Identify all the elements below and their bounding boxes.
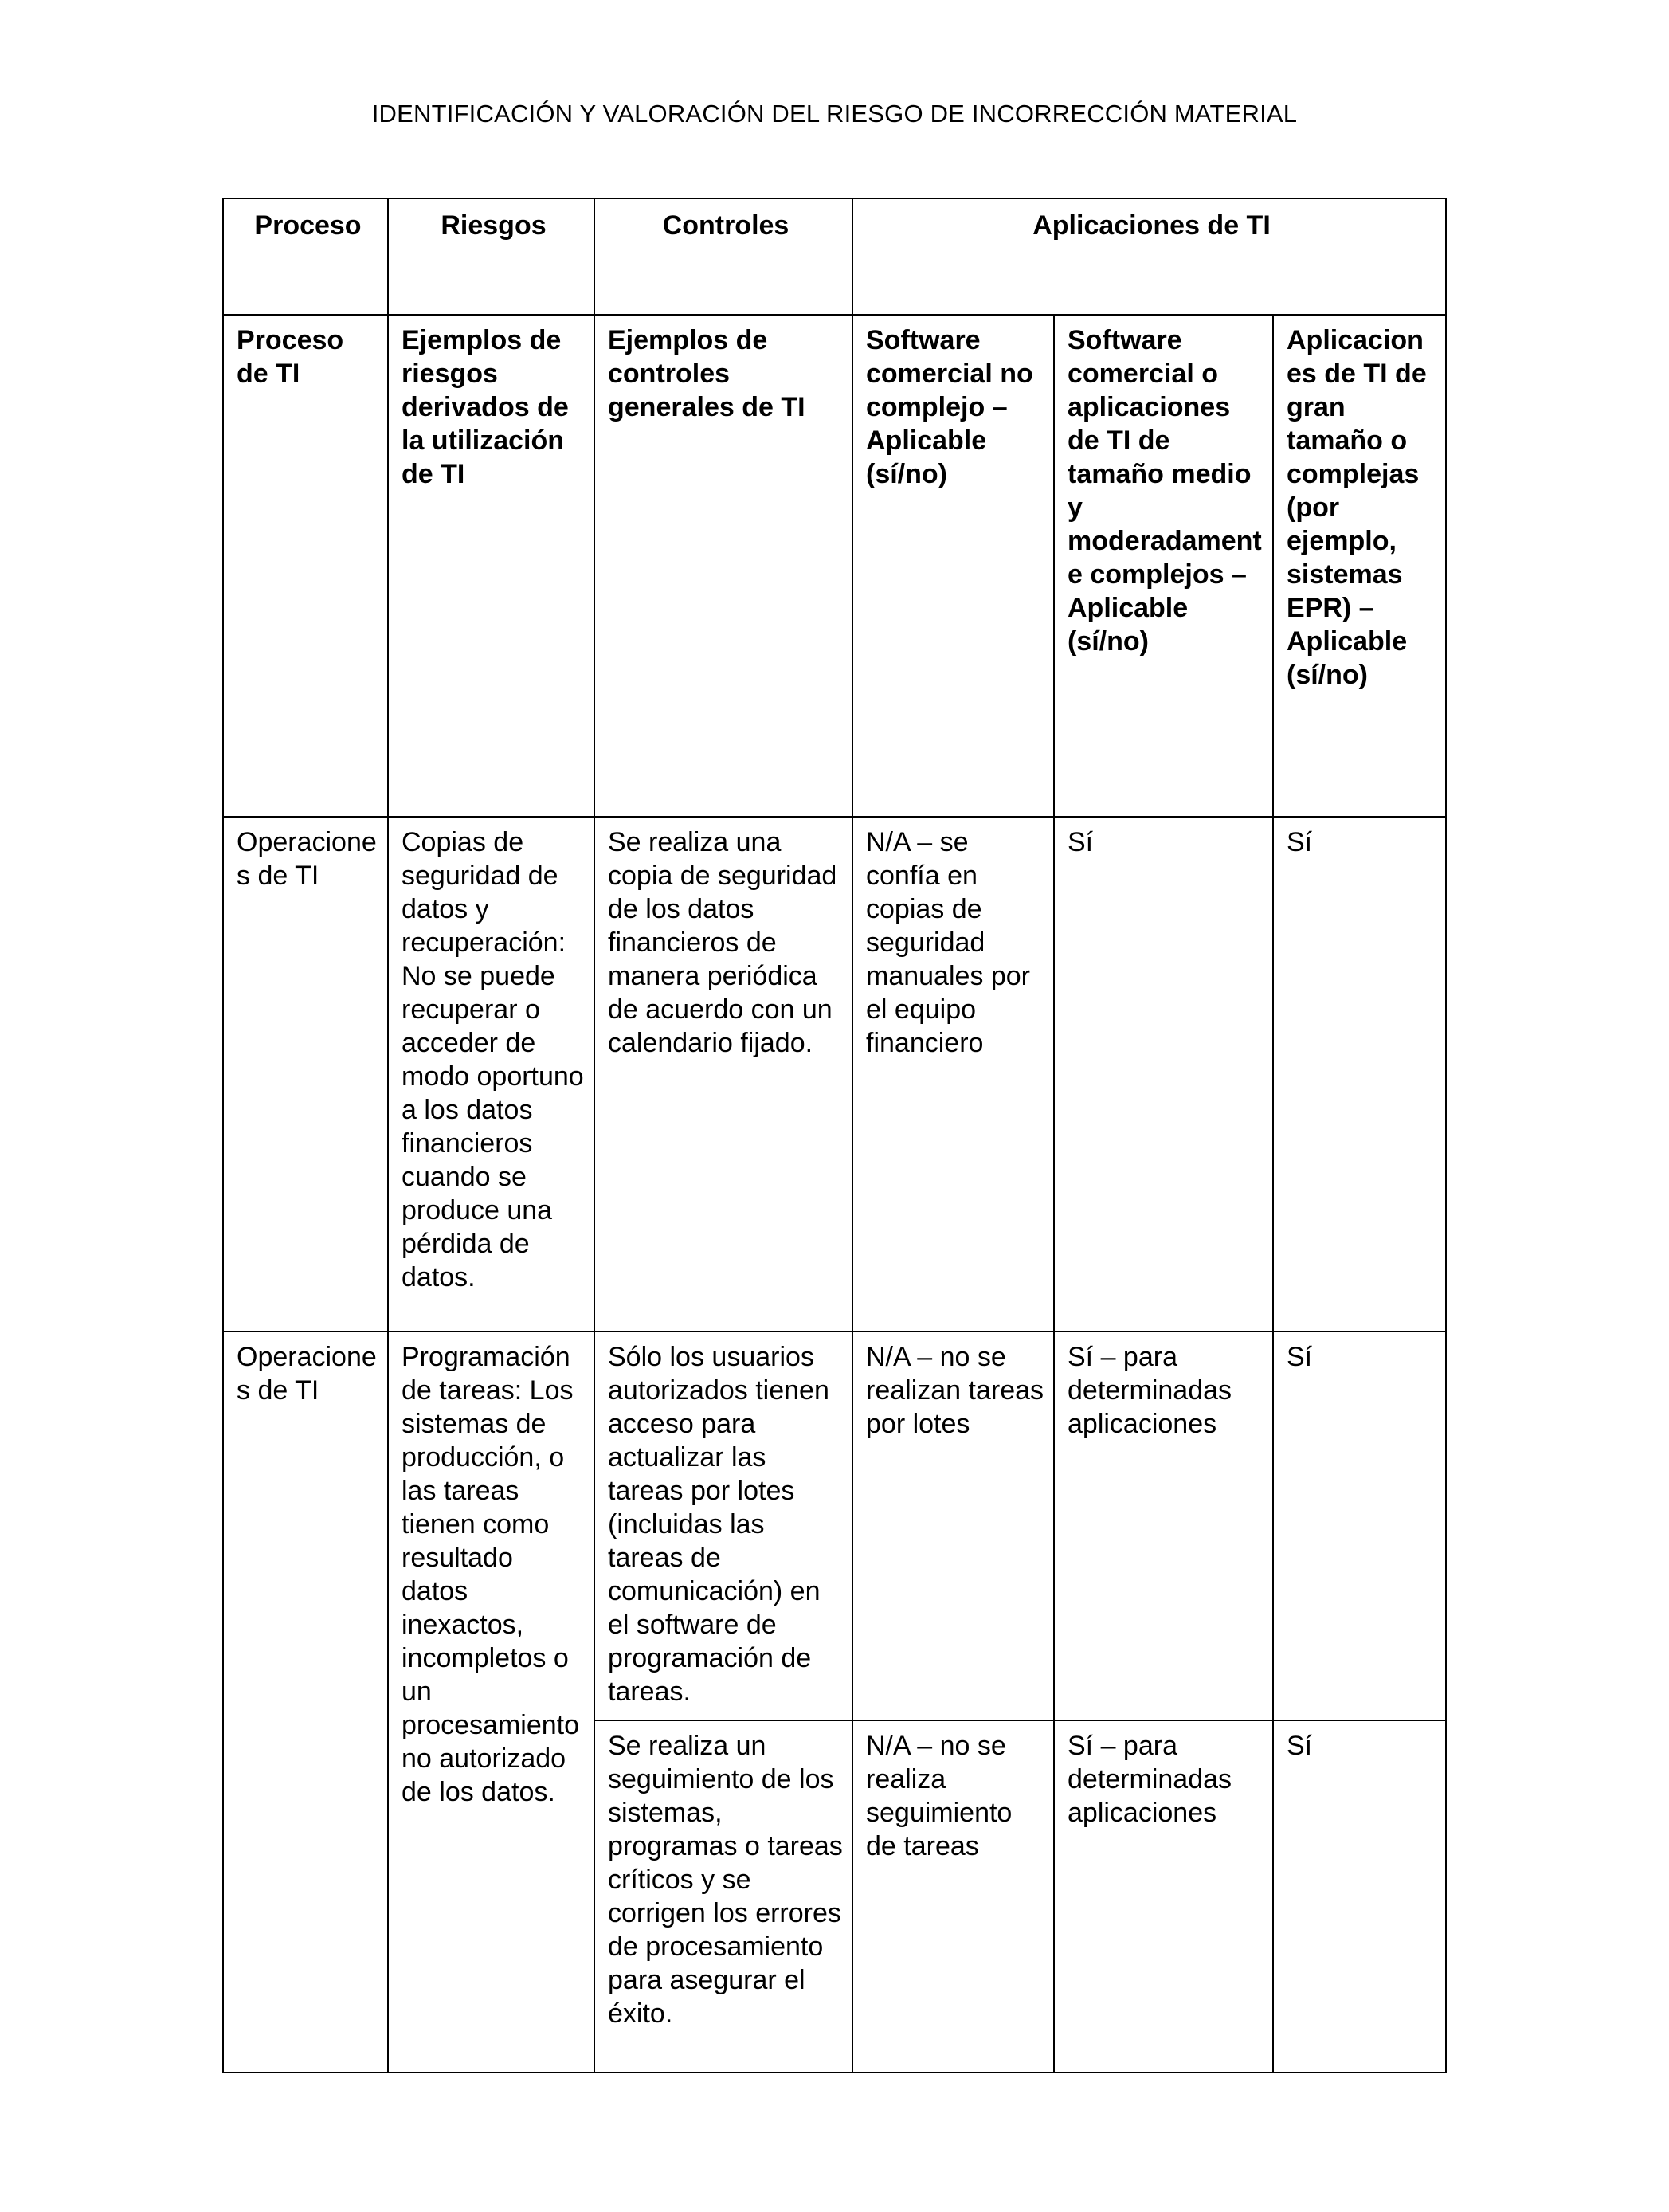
subheader-riesgos: Ejemplos de riesgos derivados de la utilización de TI [388,315,594,817]
cell-no-complejo: N/A – no se realiza seguimiento de tareas [852,1720,1054,2073]
document-title: IDENTIFICACIÓN Y VALORACIÓN DEL RIESGO DE INCORRECCIÓN MATERIAL [371,100,1298,127]
subheader-medio: Software comercial o aplicaciones de TI de tamaño medio y moderadamente complejos – Aplicable (sí/no) [1054,315,1273,817]
cell-riesgo: Copias de seguridad de datos y recuperación: No se puede recuperar o acceder de modo oportuno a los datos financieros cuando se produce una pérdida de datos. [388,817,594,1332]
subheader-no-complejo: Software comercial no complejo – Aplicable (sí/no) [852,315,1054,817]
header-controles: Controles [594,198,852,315]
cell-control: Se realiza un seguimiento de los sistemas, programas o tareas críticos y se corrigen los errores de procesamiento para asegurar el éxito. [594,1720,852,2073]
cell-gran: Sí [1273,817,1446,1332]
subheader-gran: Aplicaciones de TI de gran tamaño o complejas (por ejemplo, sistemas EPR) – Aplicable (sí/no) [1273,315,1446,817]
table-row [223,1332,1446,1720]
header-aplicaciones: Aplicaciones de TI [852,198,1446,315]
cell-riesgo: Programación de tareas: Los sistemas de producción, o las tareas tienen como resultado datos inexactos, incompletos o un procesamiento no autorizado de los datos. [388,1332,594,2073]
table-subheader-row [223,315,1446,817]
cell-medio: Sí – para determinadas aplicaciones [1054,1332,1273,1720]
cell-medio: Sí [1054,817,1273,1332]
cell-control: Sólo los usuarios autorizados tienen acceso para actualizar las tareas por lotes (incluidas las tareas de comunicación) en el software de programación de tareas. [594,1332,852,1720]
cell-proceso: Operaciones de TI [223,1332,388,2073]
table-header-row [223,198,1446,315]
cell-gran: Sí [1273,1720,1446,2073]
cell-gran: Sí [1273,1332,1446,1720]
risk-table [222,198,1447,2073]
table-row [223,817,1446,1332]
cell-proceso: Operaciones de TI [223,817,388,1332]
cell-no-complejo: N/A – no se realizan tareas por lotes [852,1332,1054,1720]
cell-medio: Sí – para determinadas aplicaciones [1054,1720,1273,2073]
cell-no-complejo: N/A – se confía en copias de seguridad manuales por el equipo financiero [852,817,1054,1332]
cell-control: Se realiza una copia de seguridad de los datos financieros de manera periódica de acuerdo con un calendario fijado. [594,817,852,1332]
subheader-controles: Ejemplos de controles generales de TI [594,315,852,817]
header-riesgos: Riesgos [388,198,594,315]
header-proceso: Proceso [223,198,388,315]
subheader-proceso: Proceso de TI [223,315,388,817]
